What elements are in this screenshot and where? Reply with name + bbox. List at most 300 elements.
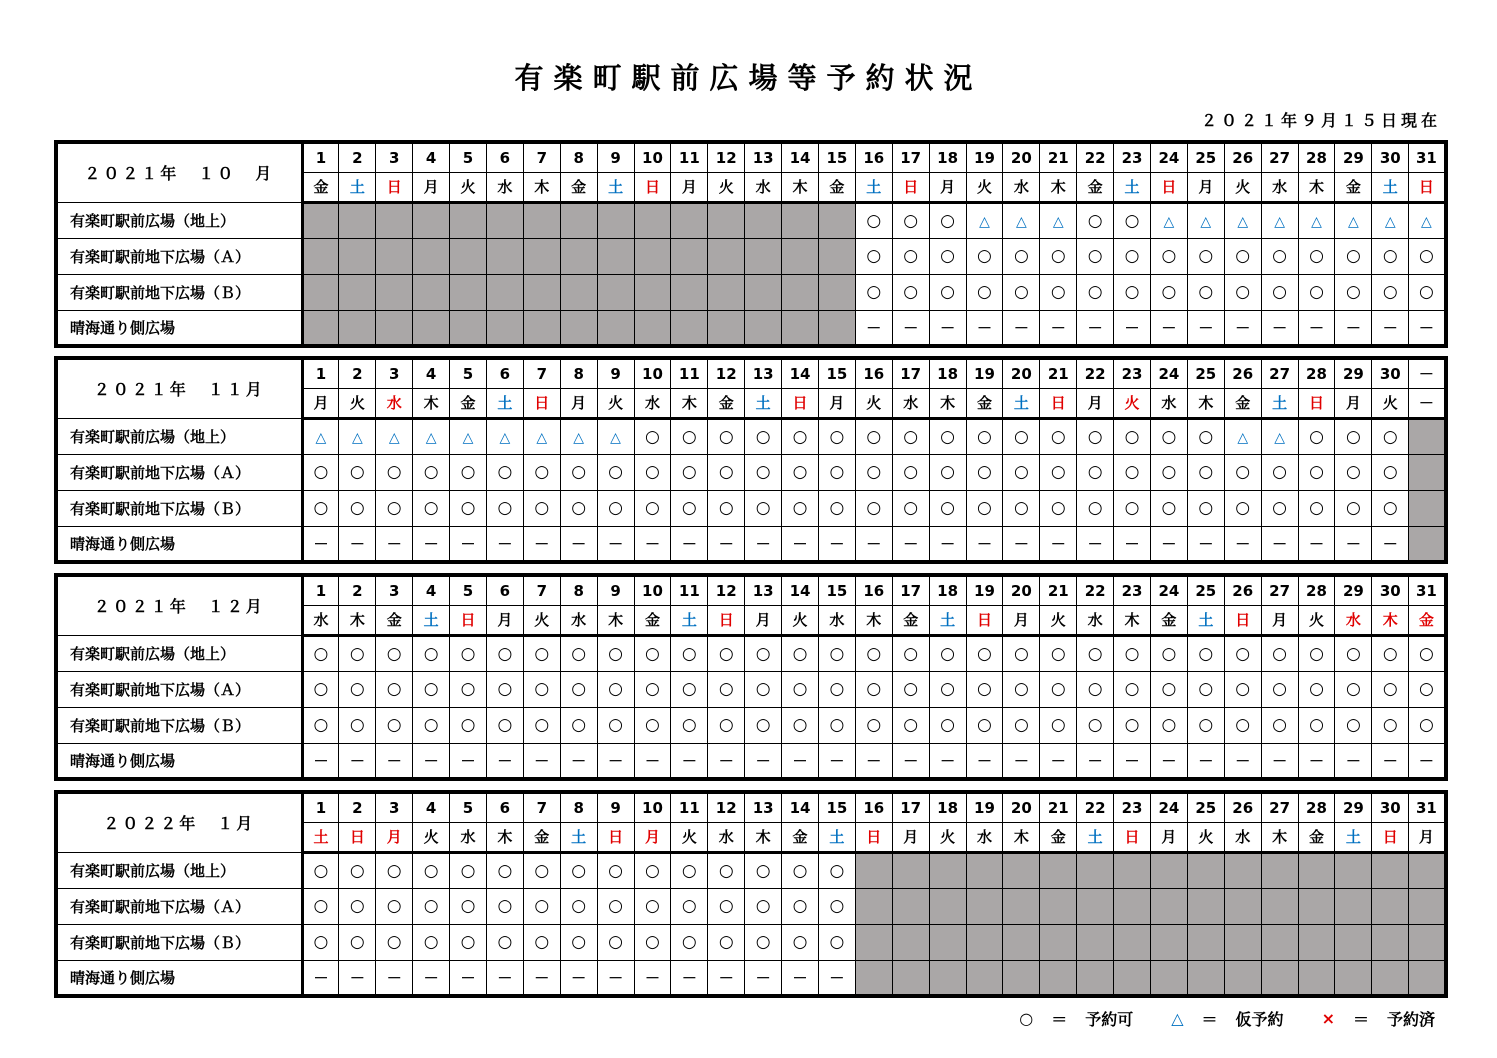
available-mark: ○ (940, 426, 955, 447)
dash-mark: － (681, 534, 697, 553)
dash-mark: － (349, 751, 365, 770)
available-cell (708, 888, 745, 924)
weekday-label: 日 (1114, 822, 1151, 852)
available-cell (560, 707, 597, 743)
not-applicable-cell (855, 526, 892, 562)
available-cell (1335, 418, 1372, 454)
available-mark: ○ (866, 462, 882, 482)
available-cell (523, 635, 560, 671)
available-cell (1372, 490, 1409, 526)
day-number: 29 (1335, 358, 1372, 388)
tentative-cell (302, 418, 339, 454)
day-number: 15 (818, 358, 855, 388)
facility-row (56, 635, 1446, 671)
day-number: 27 (1261, 575, 1298, 605)
weekday-label: 月 (1150, 822, 1187, 852)
day-number: 26 (1224, 575, 1261, 605)
available-mark: ○ (571, 715, 587, 735)
available-mark: ○ (718, 896, 734, 916)
dash-mark: － (349, 968, 365, 987)
day-number: 21 (1040, 575, 1077, 605)
unavailable-cell (413, 274, 450, 310)
available-cell (413, 888, 450, 924)
weekday-label: 水 (1261, 172, 1298, 202)
not-applicable-cell (523, 743, 560, 779)
day-number: 7 (523, 358, 560, 388)
unavailable-cell (929, 960, 966, 996)
available-cell (1224, 274, 1261, 310)
available-mark: ○ (1235, 679, 1251, 699)
available-mark: ○ (718, 679, 734, 699)
not-applicable-cell (1040, 526, 1077, 562)
day-number: 14 (782, 792, 819, 822)
unavailable-cell (339, 202, 376, 238)
facility-name: 晴海通り側広場 (56, 310, 302, 346)
not-applicable-cell (413, 743, 450, 779)
available-cell (745, 454, 782, 490)
available-mark: ○ (608, 715, 623, 735)
month-label: ２０２１年 １１月 (56, 358, 302, 418)
day-number: 22 (1077, 792, 1114, 822)
available-cell (1298, 454, 1335, 490)
day-number: 31 (1409, 142, 1446, 172)
day-number: 11 (671, 575, 708, 605)
dash-mark: － (792, 751, 808, 770)
day-number: 21 (1040, 142, 1077, 172)
weekday-label: 月 (302, 388, 339, 418)
not-applicable-cell (339, 743, 376, 779)
available-cell (1409, 274, 1446, 310)
available-mark: ○ (1382, 282, 1398, 302)
weekday-label: 日 (597, 822, 634, 852)
weekday-label: 木 (671, 388, 708, 418)
available-mark: ○ (1345, 246, 1361, 266)
available-mark: ○ (1124, 282, 1140, 302)
available-cell (818, 852, 855, 888)
dash-mark: － (1124, 751, 1140, 770)
not-applicable-cell (966, 743, 1003, 779)
available-cell (818, 671, 855, 707)
unavailable-cell (560, 274, 597, 310)
availability-table (54, 140, 1448, 348)
available-cell (1114, 202, 1151, 238)
available-cell (929, 238, 966, 274)
unavailable-cell (1187, 852, 1224, 888)
available-cell (1003, 707, 1040, 743)
unavailable-cell (1298, 888, 1335, 924)
available-cell (1003, 635, 1040, 671)
available-mark: ○ (977, 462, 992, 482)
available-cell (634, 888, 671, 924)
day-number: 2 (339, 358, 376, 388)
weekday-label: 土 (929, 605, 966, 635)
dash-mark: － (571, 968, 587, 987)
month-block (54, 140, 1444, 348)
not-applicable-cell (1040, 310, 1077, 346)
day-number: 30 (1372, 792, 1409, 822)
dash-mark: － (1235, 318, 1251, 337)
unavailable-cell (1114, 852, 1151, 888)
available-mark: ○ (1382, 246, 1398, 266)
available-mark: ○ (1345, 643, 1361, 664)
dash-mark: － (1198, 751, 1214, 770)
available-mark: ○ (1345, 498, 1361, 518)
available-cell (818, 924, 855, 960)
available-cell (413, 635, 450, 671)
available-cell (1298, 418, 1335, 454)
available-mark: ○ (645, 860, 660, 881)
available-mark: ○ (1418, 643, 1434, 664)
available-cell (1187, 238, 1224, 274)
day-number: 9 (597, 358, 634, 388)
tentative-mark: △ (1421, 213, 1432, 230)
unavailable-cell (1150, 888, 1187, 924)
weekday-label: 土 (1003, 388, 1040, 418)
legend-equals: ＝ (1352, 1010, 1369, 1029)
dash-mark: － (423, 751, 439, 770)
dash-mark: － (1198, 318, 1214, 337)
available-cell (1114, 671, 1151, 707)
not-applicable-cell (376, 526, 413, 562)
weekday-label: 木 (1372, 605, 1409, 635)
available-cell (597, 671, 634, 707)
unavailable-cell (1003, 924, 1040, 960)
day-number: 21 (1040, 792, 1077, 822)
available-mark: ○ (645, 679, 660, 699)
not-applicable-cell (486, 743, 523, 779)
available-cell (450, 924, 487, 960)
available-cell (450, 454, 487, 490)
dash-mark: － (755, 534, 771, 553)
dash-mark: － (1272, 534, 1288, 553)
not-applicable-cell (450, 743, 487, 779)
dash-mark: － (1272, 318, 1288, 337)
unavailable-cell (1224, 924, 1261, 960)
available-mark: ○ (792, 715, 808, 735)
day-number: 31 (1409, 792, 1446, 822)
not-applicable-cell (671, 526, 708, 562)
available-cell (929, 274, 966, 310)
dash-mark: － (386, 751, 402, 770)
weekday-label: 月 (634, 822, 671, 852)
not-applicable-cell (1261, 743, 1298, 779)
day-number: 25 (1187, 142, 1224, 172)
available-mark: ○ (755, 860, 771, 881)
available-mark: ○ (386, 679, 402, 699)
available-mark: ○ (1013, 426, 1029, 447)
not-applicable-cell (1224, 310, 1261, 346)
weekday-label: 水 (1077, 605, 1114, 635)
available-cell (1298, 238, 1335, 274)
not-applicable-cell (1298, 526, 1335, 562)
available-mark: ○ (1124, 210, 1140, 231)
dash-mark: － (792, 968, 808, 987)
tentative-cell (523, 418, 560, 454)
available-mark: ○ (1272, 715, 1288, 735)
unavailable-cell (450, 238, 487, 274)
unavailable-cell (892, 852, 929, 888)
tentative-mark: △ (1347, 213, 1359, 230)
dash-mark: － (903, 318, 919, 337)
weekday-label: 木 (782, 172, 819, 202)
day-number: 23 (1114, 358, 1151, 388)
available-cell (1003, 274, 1040, 310)
unavailable-cell (302, 310, 339, 346)
available-cell (1003, 454, 1040, 490)
not-applicable-cell (1040, 743, 1077, 779)
weekday-label: 土 (1372, 172, 1409, 202)
available-cell (634, 852, 671, 888)
available-mark: ○ (681, 426, 697, 447)
available-cell (1409, 671, 1446, 707)
weekday-label: 土 (1187, 605, 1224, 635)
available-mark: ○ (645, 896, 660, 916)
available-mark: ○ (1124, 246, 1140, 266)
available-mark: ○ (681, 643, 697, 664)
available-mark: ○ (534, 932, 550, 952)
not-applicable-cell (1372, 743, 1409, 779)
day-number: 1 (302, 792, 339, 822)
available-mark: ○ (792, 498, 808, 518)
facility-name: 有楽町駅前広場（地上） (56, 635, 302, 671)
day-number: 14 (782, 142, 819, 172)
not-applicable-cell (1409, 743, 1446, 779)
available-cell (1077, 418, 1114, 454)
available-mark: ○ (940, 282, 955, 302)
not-applicable-cell (1150, 310, 1187, 346)
weekday-label: 月 (892, 822, 929, 852)
available-cell (1150, 418, 1187, 454)
not-applicable-cell (892, 310, 929, 346)
not-applicable-cell (1298, 743, 1335, 779)
available-mark: ○ (1272, 498, 1288, 518)
available-cell (1335, 707, 1372, 743)
available-mark: ○ (1087, 246, 1103, 266)
available-mark: ○ (903, 679, 919, 699)
day-number: 18 (929, 575, 966, 605)
availability-table (54, 573, 1448, 781)
available-mark: ○ (1272, 643, 1288, 664)
available-cell (1335, 274, 1372, 310)
available-cell (671, 924, 708, 960)
dash-mark: － (866, 534, 882, 553)
dash-mark: － (460, 751, 476, 770)
available-mark: ○ (1198, 643, 1214, 664)
day-number: 4 (413, 142, 450, 172)
month-block (54, 573, 1444, 781)
dash-mark: － (1308, 534, 1324, 553)
dash-mark: － (829, 534, 845, 553)
available-mark: ○ (1124, 715, 1140, 735)
available-cell (339, 852, 376, 888)
dash-mark: － (1235, 751, 1251, 770)
available-mark: ○ (940, 462, 955, 482)
weekday-label: 木 (855, 605, 892, 635)
available-cell (708, 454, 745, 490)
day-number: 15 (818, 575, 855, 605)
unavailable-cell (302, 238, 339, 274)
tentative-cell (413, 418, 450, 454)
unavailable-cell (1114, 960, 1151, 996)
unavailable-cell (855, 888, 892, 924)
not-applicable-cell (1372, 310, 1409, 346)
available-cell (782, 671, 819, 707)
dash-mark: － (718, 534, 734, 553)
available-cell (1077, 454, 1114, 490)
weekday-label: 水 (302, 605, 339, 635)
available-cell (1150, 671, 1187, 707)
available-cell (339, 924, 376, 960)
available-mark: ○ (1087, 715, 1103, 735)
dash-mark: － (1161, 534, 1177, 553)
tentative-mark: △ (1237, 213, 1249, 230)
available-cell (1335, 238, 1372, 274)
available-cell (1409, 635, 1446, 671)
available-cell (634, 924, 671, 960)
not-applicable-cell (1077, 526, 1114, 562)
available-mark: ○ (1050, 462, 1066, 482)
available-mark: ○ (940, 246, 955, 266)
available-mark: ○ (829, 932, 845, 952)
dash-mark: － (1418, 318, 1434, 337)
available-mark: ○ (903, 246, 919, 266)
dash-mark: － (608, 968, 624, 987)
available-cell (1298, 707, 1335, 743)
available-mark: ○ (1124, 643, 1140, 664)
available-mark: ○ (313, 896, 329, 916)
tentative-mark: △ (1384, 213, 1396, 230)
dash-mark: － (460, 968, 476, 987)
available-mark: ○ (497, 498, 513, 518)
available-mark: ○ (423, 498, 439, 518)
day-number: 9 (597, 792, 634, 822)
available-mark: ○ (1345, 426, 1361, 447)
available-cell (560, 924, 597, 960)
available-cell (966, 707, 1003, 743)
available-cell (818, 418, 855, 454)
day-number: 4 (413, 575, 450, 605)
available-cell (671, 454, 708, 490)
available-mark: ○ (1345, 282, 1361, 302)
available-cell (486, 671, 523, 707)
available-cell (1114, 454, 1151, 490)
tentative-mark: △ (425, 429, 437, 446)
available-cell (1409, 707, 1446, 743)
unavailable-cell (708, 202, 745, 238)
available-cell (782, 852, 819, 888)
not-applicable-cell (1114, 526, 1151, 562)
unavailable-cell (486, 310, 523, 346)
dash-mark: － (1087, 751, 1103, 770)
available-mark: ○ (460, 860, 476, 881)
unavailable-cell (560, 238, 597, 274)
facility-name: 晴海通り側広場 (56, 960, 302, 996)
unavailable-cell (745, 310, 782, 346)
available-cell (708, 707, 745, 743)
day-number: 3 (376, 792, 413, 822)
available-mark: ○ (829, 426, 845, 447)
weekday-label: 木 (1114, 605, 1151, 635)
available-cell (782, 418, 819, 454)
available-cell (929, 418, 966, 454)
available-mark: ○ (1345, 679, 1361, 699)
available-cell (708, 671, 745, 707)
unavailable-cell (450, 310, 487, 346)
available-cell (1224, 490, 1261, 526)
day-number: 27 (1261, 358, 1298, 388)
weekday-label: 木 (1003, 822, 1040, 852)
facility-name: 有楽町駅前地下広場（Ａ） (56, 888, 302, 924)
not-applicable-cell (929, 310, 966, 346)
available-mark: ○ (423, 896, 439, 916)
weekday-label: 日 (523, 388, 560, 418)
available-mark: ○ (681, 679, 697, 699)
not-applicable-cell (1261, 310, 1298, 346)
dash-mark: － (386, 534, 402, 553)
day-number: 6 (486, 358, 523, 388)
weekday-label: 木 (486, 822, 523, 852)
day-number: 17 (892, 575, 929, 605)
not-applicable-cell (855, 310, 892, 346)
tentative-mark: △ (1052, 213, 1064, 230)
tentative-cell (1187, 202, 1224, 238)
unavailable-cell (302, 274, 339, 310)
available-mark: ○ (1050, 498, 1066, 518)
weekday-label: 土 (339, 172, 376, 202)
weekday-label: 水 (745, 172, 782, 202)
weekday-label: 火 (339, 388, 376, 418)
available-mark: ○ (313, 679, 329, 699)
available-cell (1298, 635, 1335, 671)
available-cell (708, 418, 745, 454)
facility-row (56, 852, 1446, 888)
available-cell (1150, 274, 1187, 310)
unavailable-cell (745, 238, 782, 274)
available-cell (413, 490, 450, 526)
available-cell (560, 635, 597, 671)
weekday-label: 金 (634, 605, 671, 635)
available-mark: ○ (534, 896, 550, 916)
not-applicable-cell (1077, 310, 1114, 346)
not-applicable-cell (745, 526, 782, 562)
not-applicable-cell (1298, 310, 1335, 346)
unavailable-cell (855, 960, 892, 996)
unavailable-cell (1150, 960, 1187, 996)
tentative-mark: △ (1274, 429, 1285, 446)
availability-table (54, 790, 1448, 998)
weekday-label: 金 (1077, 172, 1114, 202)
not-applicable-cell (1003, 310, 1040, 346)
available-cell (560, 852, 597, 888)
available-cell (855, 707, 892, 743)
unavailable-cell (523, 202, 560, 238)
available-cell (634, 635, 671, 671)
available-cell (339, 888, 376, 924)
available-mark: ○ (460, 715, 476, 735)
weekday-label: 火 (966, 172, 1003, 202)
available-mark: ○ (755, 896, 771, 916)
dash-mark: － (349, 534, 365, 553)
available-cell (634, 454, 671, 490)
day-number: 14 (782, 575, 819, 605)
day-number: 1 (302, 575, 339, 605)
dash-mark: － (423, 968, 439, 987)
available-cell (339, 490, 376, 526)
unavailable-cell (1187, 888, 1224, 924)
day-number: 11 (671, 142, 708, 172)
available-cell (966, 418, 1003, 454)
tentative-mark: △ (1237, 429, 1249, 446)
